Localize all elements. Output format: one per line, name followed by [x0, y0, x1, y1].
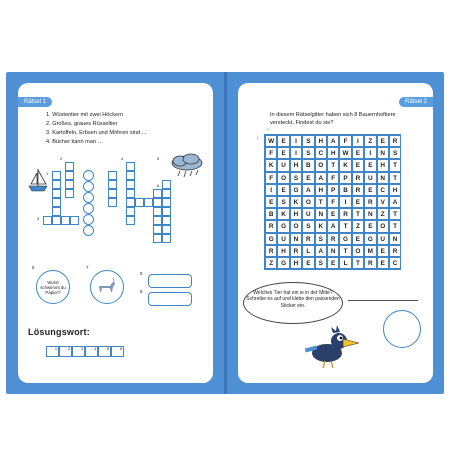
grid-cell[interactable]: L: [302, 245, 314, 257]
grid-cell[interactable]: I: [290, 147, 302, 159]
crossword-cell[interactable]: [52, 180, 61, 189]
grid-cell[interactable]: B: [339, 184, 351, 196]
crossword-cell[interactable]: [126, 189, 135, 198]
grid-cell[interactable]: K: [277, 208, 289, 220]
grid-cell[interactable]: R: [364, 196, 376, 208]
circle-cell[interactable]: [83, 214, 94, 225]
grid-cell[interactable]: O: [315, 159, 327, 171]
clue-1: 1. Wüstentier mit zwei Höckern: [46, 112, 124, 118]
grid-cell[interactable]: S: [302, 147, 314, 159]
grid-cell[interactable]: A: [389, 196, 401, 208]
grid-cell[interactable]: G: [265, 233, 277, 245]
grid-cell[interactable]: R: [352, 184, 364, 196]
grid-cell[interactable]: S: [315, 257, 327, 269]
arrow-right-icon: →: [264, 126, 270, 132]
crossword-number: 6: [157, 183, 160, 188]
grid-cell[interactable]: S: [290, 172, 302, 184]
grid-cell[interactable]: E: [327, 208, 339, 220]
crossword-cell[interactable]: [126, 171, 135, 180]
grid-cell[interactable]: C: [389, 257, 401, 269]
grid-cell[interactable]: E: [364, 220, 376, 232]
crossword-cell[interactable]: [162, 180, 171, 189]
grid-cell[interactable]: P: [327, 184, 339, 196]
grid-cell[interactable]: W: [339, 147, 351, 159]
crossword-cell[interactable]: [153, 216, 162, 225]
answer-number-8: 8: [140, 271, 143, 276]
grid-cell[interactable]: H: [327, 147, 339, 159]
grid-cell[interactable]: E: [265, 196, 277, 208]
loesungswort-cell[interactable]: 5: [98, 346, 111, 357]
grid-cell[interactable]: S: [389, 147, 401, 159]
grid-cell[interactable]: A: [315, 172, 327, 184]
crossword-number: 3: [37, 216, 40, 221]
circle-cell[interactable]: [83, 225, 94, 236]
grid-cell[interactable]: B: [265, 208, 277, 220]
grid-cell[interactable]: H: [277, 245, 289, 257]
grid-cell[interactable]: K: [339, 159, 351, 171]
loesungswort-cell[interactable]: 6: [111, 346, 124, 357]
crossword-cell[interactable]: [162, 198, 171, 207]
grid-cell[interactable]: T: [389, 159, 401, 171]
tab-raetsel-1: Rätsel 1: [18, 97, 52, 107]
grid-cell[interactable]: T: [327, 159, 339, 171]
circle-cell[interactable]: [83, 192, 94, 203]
grid-cell[interactable]: T: [315, 196, 327, 208]
grid-cell[interactable]: F: [327, 172, 339, 184]
grid-cell[interactable]: C: [315, 147, 327, 159]
crossword-cell[interactable]: [162, 225, 171, 234]
crossword-cell[interactable]: [144, 198, 153, 207]
crossword-cell[interactable]: [43, 216, 52, 225]
right-page: [238, 83, 433, 383]
grid-cell[interactable]: O: [352, 245, 364, 257]
answer-box-9[interactable]: [148, 292, 192, 306]
grid-cell[interactable]: T: [389, 208, 401, 220]
grid-cell[interactable]: I: [265, 184, 277, 196]
grid-cell[interactable]: E: [302, 257, 314, 269]
grid-cell[interactable]: H: [290, 208, 302, 220]
crossword-number: 1: [46, 171, 49, 176]
grid-cell[interactable]: N: [377, 172, 389, 184]
crossword-cell[interactable]: [65, 162, 74, 171]
grid-cell[interactable]: F: [339, 135, 351, 147]
grid-cell[interactable]: F: [327, 196, 339, 208]
grid-cell[interactable]: N: [389, 233, 401, 245]
grid-cell[interactable]: U: [277, 159, 289, 171]
answer-box-8[interactable]: [148, 274, 192, 288]
grid-cell[interactable]: H: [315, 184, 327, 196]
loesungswort-cell[interactable]: 2: [59, 346, 72, 357]
grid-cell[interactable]: T: [339, 220, 351, 232]
grid-cell[interactable]: E: [352, 147, 364, 159]
left-page: [18, 83, 213, 383]
crossword-cell[interactable]: [52, 216, 61, 225]
circle-cell[interactable]: [83, 203, 94, 214]
crossword-cell[interactable]: [108, 198, 117, 207]
grid-cell[interactable]: E: [377, 245, 389, 257]
grid-cell[interactable]: H: [377, 159, 389, 171]
grid-cell[interactable]: S: [277, 196, 289, 208]
grid-cell[interactable]: W: [265, 135, 277, 147]
loesungswort-cell[interactable]: 4: [85, 346, 98, 357]
grid-cell[interactable]: N: [315, 208, 327, 220]
grid-cell[interactable]: R: [389, 135, 401, 147]
crossword-cell[interactable]: [153, 234, 162, 243]
grid-cell[interactable]: I: [290, 135, 302, 147]
grid-cell[interactable]: S: [315, 233, 327, 245]
grid-cell[interactable]: U: [302, 208, 314, 220]
grid-cell[interactable]: R: [364, 257, 376, 269]
rain-cloud-icon: [168, 153, 206, 183]
grid-cell[interactable]: E: [277, 135, 289, 147]
crossword-cell[interactable]: [162, 216, 171, 225]
grid-cell[interactable]: U: [364, 172, 376, 184]
sticker-placeholder[interactable]: [383, 310, 421, 348]
crossword-cell[interactable]: [52, 198, 61, 207]
loesungswort-title: Lösungswort:: [28, 327, 90, 337]
grid-cell[interactable]: Z: [352, 220, 364, 232]
crossword-cell[interactable]: [52, 207, 61, 216]
crossword-cell[interactable]: [65, 189, 74, 198]
grid-cell[interactable]: E: [364, 184, 376, 196]
crossword-cell[interactable]: [126, 162, 135, 171]
book-spine: [224, 72, 227, 394]
grid-cell[interactable]: K: [315, 220, 327, 232]
crossword-cell[interactable]: [126, 207, 135, 216]
grid-cell[interactable]: G: [364, 233, 376, 245]
crossword-cell[interactable]: [108, 171, 117, 180]
grid-cell[interactable]: O: [377, 220, 389, 232]
crossword-cell[interactable]: [61, 216, 70, 225]
grid-cell[interactable]: V: [377, 196, 389, 208]
grid-cell[interactable]: N: [290, 233, 302, 245]
grid-cell[interactable]: E: [327, 257, 339, 269]
grid-cell[interactable]: R: [290, 245, 302, 257]
grid-cell[interactable]: Z: [364, 135, 376, 147]
grid-cell[interactable]: B: [302, 159, 314, 171]
grid-cell[interactable]: S: [302, 220, 314, 232]
grid-cell[interactable]: T: [352, 257, 364, 269]
riddle-circle-donkey: [90, 270, 124, 304]
crossword-cell[interactable]: [153, 198, 162, 207]
grid-cell[interactable]: R: [265, 245, 277, 257]
crossword-number: 4: [121, 156, 124, 161]
grid-cell[interactable]: T: [389, 220, 401, 232]
crossword-cell[interactable]: [108, 180, 117, 189]
grid-cell[interactable]: I: [352, 135, 364, 147]
riddle-number-5: 5: [32, 265, 35, 270]
grid-cell[interactable]: K: [265, 159, 277, 171]
grid-cell[interactable]: L: [339, 257, 351, 269]
grid-cell[interactable]: R: [302, 233, 314, 245]
grid-cell[interactable]: C: [377, 184, 389, 196]
tab-raetsel-2: Rätsel 2: [399, 97, 433, 107]
grid-cell[interactable]: N: [327, 245, 339, 257]
crossword-cell[interactable]: [153, 207, 162, 216]
clue-2: 2. Großes, graues Rüsseltier: [46, 121, 118, 127]
clue-3: 3. Kartoffeln, Erbsen und Möhren sind …: [46, 130, 148, 136]
grid-cell[interactable]: E: [352, 196, 364, 208]
crossword-cell[interactable]: [162, 207, 171, 216]
crossword-number: 5: [157, 156, 160, 161]
grid-cell[interactable]: O: [277, 172, 289, 184]
loesungswort-cell[interactable]: 3: [72, 346, 85, 357]
grid-cell[interactable]: F: [265, 147, 277, 159]
grid-cell[interactable]: R: [327, 233, 339, 245]
grid-cell[interactable]: T: [352, 208, 364, 220]
instruction-text: In diesem Rätselgitter haben sich 8 Bauernhoftiere versteckt. Findest du sie?: [270, 112, 396, 126]
grid-cell[interactable]: E: [377, 257, 389, 269]
grid-cell[interactable]: I: [364, 147, 376, 159]
grid-cell[interactable]: E: [364, 159, 376, 171]
grid-cell[interactable]: H: [315, 135, 327, 147]
crow-mascot-icon: [303, 323, 363, 371]
clue-list: [46, 111, 147, 147]
crossword-cell[interactable]: [70, 216, 79, 225]
crossword-cell[interactable]: [52, 171, 61, 180]
crossword-cell[interactable]: [52, 189, 61, 198]
crossword-cell[interactable]: [153, 225, 162, 234]
grid-cell[interactable]: E: [277, 184, 289, 196]
grid-cell[interactable]: U: [277, 233, 289, 245]
arrow-down-icon: ↓: [256, 135, 259, 141]
grid-cell[interactable]: N: [377, 147, 389, 159]
riddle-number-7: 7: [86, 265, 89, 270]
clue-4: 4. Bücher kann man …: [46, 139, 104, 145]
grid-cell[interactable]: N: [364, 208, 376, 220]
grid-cell[interactable]: A: [327, 135, 339, 147]
grid-cell[interactable]: G: [277, 220, 289, 232]
grid-cell[interactable]: O: [302, 196, 314, 208]
grid-cell[interactable]: F: [265, 172, 277, 184]
grid-cell[interactable]: A: [327, 220, 339, 232]
grid-cell[interactable]: E: [302, 172, 314, 184]
grid-cell[interactable]: G: [277, 257, 289, 269]
grid-cell[interactable]: Z: [377, 208, 389, 220]
grid-cell[interactable]: R: [352, 172, 364, 184]
grid-cell[interactable]: H: [290, 257, 302, 269]
grid-cell[interactable]: K: [290, 196, 302, 208]
crossword-cell[interactable]: [126, 180, 135, 189]
grid-cell[interactable]: H: [389, 184, 401, 196]
crossword-cell[interactable]: [65, 171, 74, 180]
grid-cell[interactable]: E: [277, 147, 289, 159]
grid-cell[interactable]: G: [290, 184, 302, 196]
crossword-cell[interactable]: [108, 189, 117, 198]
grid-cell[interactable]: O: [290, 220, 302, 232]
grid-cell[interactable]: P: [339, 172, 351, 184]
donkey-icon: [96, 278, 118, 296]
riddle-circle-text: Wurst schwimmt du Papier?: [36, 270, 70, 304]
grid-cell[interactable]: E: [377, 135, 389, 147]
crossword-number: 2: [60, 156, 63, 161]
circle-cell[interactable]: [83, 181, 94, 192]
grid-cell[interactable]: E: [352, 159, 364, 171]
crossword-cell[interactable]: [126, 198, 135, 207]
grid-cell[interactable]: I: [339, 196, 351, 208]
grid-cell[interactable]: T: [339, 245, 351, 257]
grid-cell[interactable]: A: [315, 245, 327, 257]
crossword-cell[interactable]: [153, 189, 162, 198]
grid-cell[interactable]: A: [302, 184, 314, 196]
grid-cell[interactable]: H: [290, 159, 302, 171]
crossword-cell[interactable]: [135, 198, 144, 207]
loesungswort-cell[interactable]: 1: [46, 346, 59, 357]
answer-line[interactable]: [348, 300, 418, 301]
crossword-cell[interactable]: [162, 234, 171, 243]
answer-number-9: 9: [140, 289, 143, 294]
word-search-grid: [264, 134, 401, 270]
grid-cell[interactable]: G: [339, 233, 351, 245]
crossword-cell[interactable]: [65, 180, 74, 189]
speech-bubble: Welches Tier hat ein ie in der Mitte? Schreibe es auf und klebe den passenden Sticker ein.: [243, 282, 343, 324]
grid-cell[interactable]: T: [389, 172, 401, 184]
grid-cell[interactable]: M: [364, 245, 376, 257]
grid-cell[interactable]: E: [352, 233, 364, 245]
crossword-cell[interactable]: [162, 189, 171, 198]
grid-cell[interactable]: U: [377, 233, 389, 245]
grid-cell[interactable]: R: [265, 220, 277, 232]
circle-cell[interactable]: [83, 170, 94, 181]
grid-cell[interactable]: R: [389, 245, 401, 257]
crossword-cell[interactable]: [126, 216, 135, 225]
grid-cell[interactable]: Z: [265, 257, 277, 269]
grid-cell[interactable]: R: [339, 208, 351, 220]
grid-cell[interactable]: S: [302, 135, 314, 147]
